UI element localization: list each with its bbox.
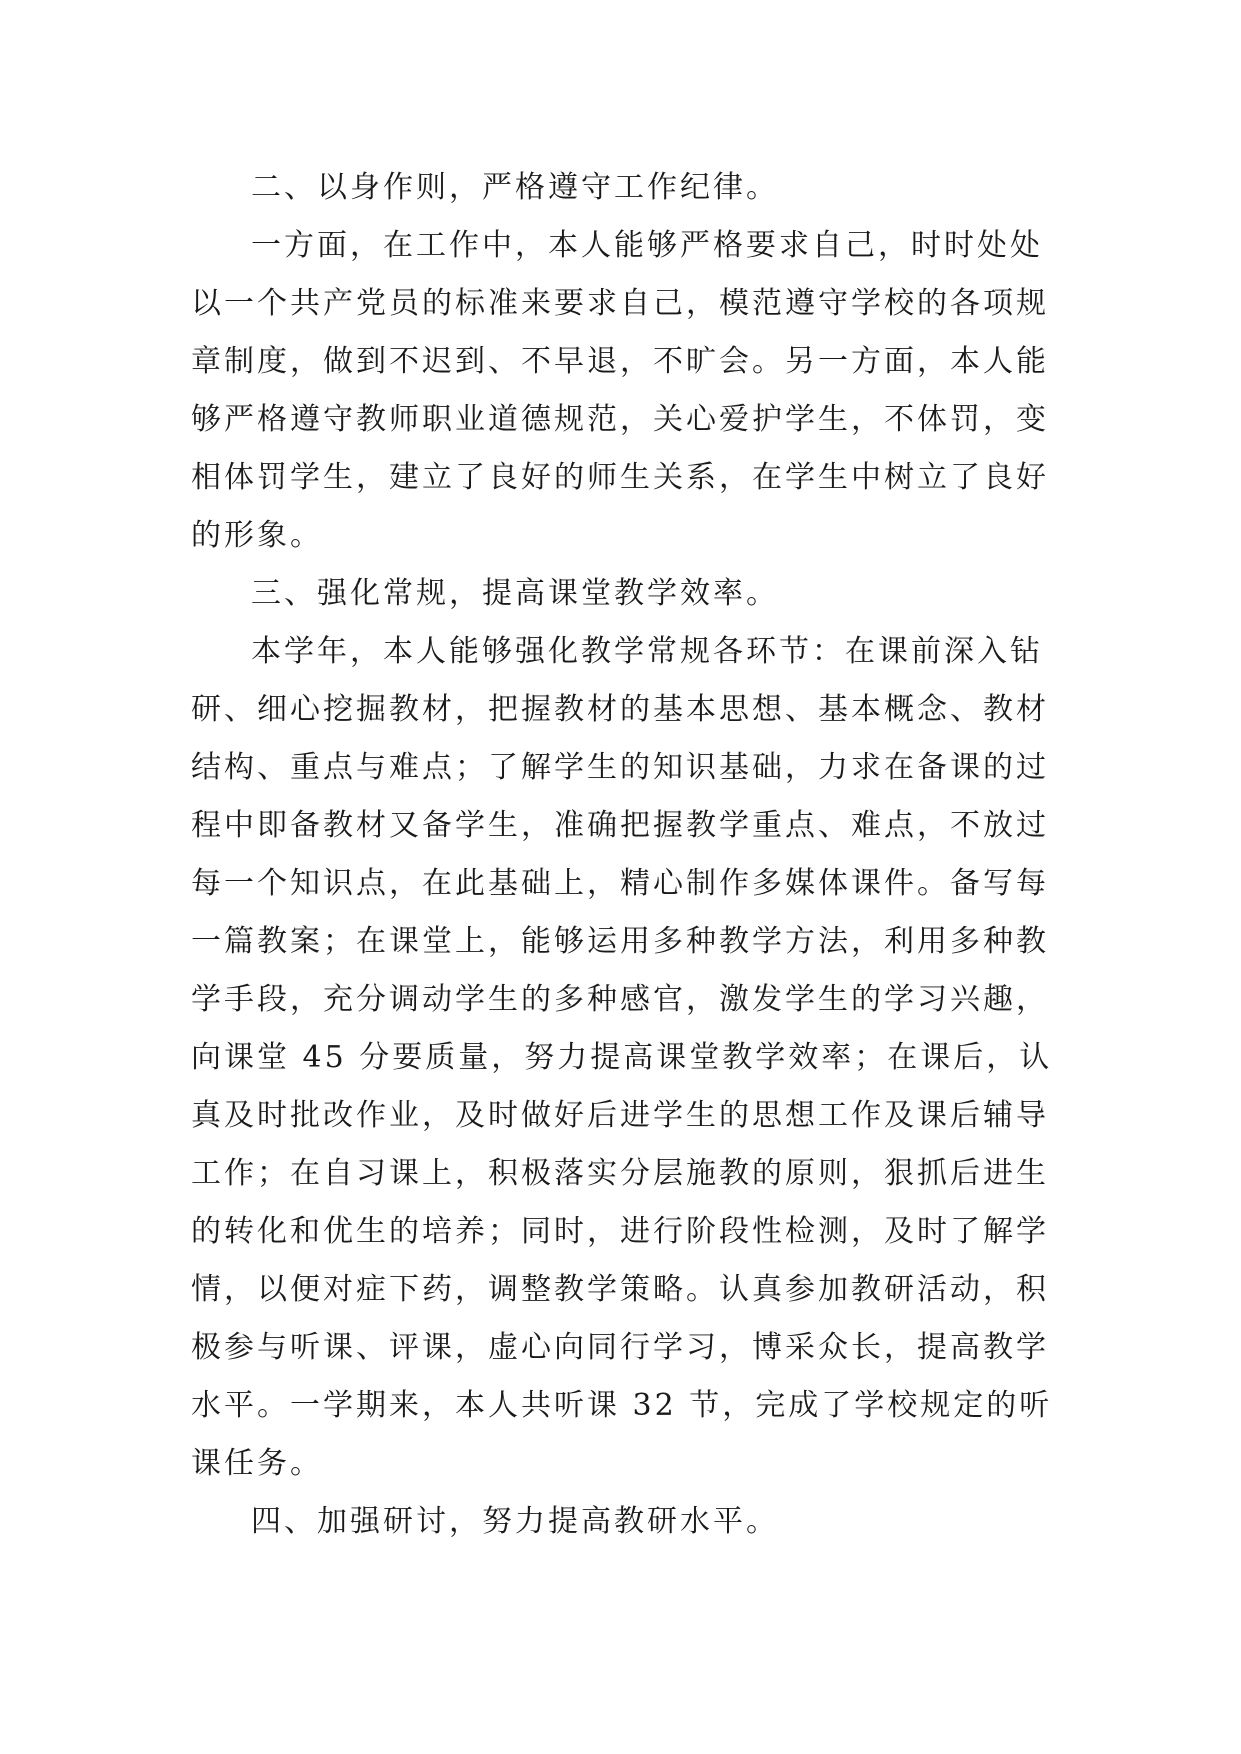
paragraph-line: 真及时批改作业，及时做好后进学生的思想工作及课后辅导: [191, 1098, 1049, 1133]
paragraph-line: 研、细心挖掘教材，把握教材的基本思想、基本概念、教材: [191, 692, 1049, 727]
paragraph-line: 够严格遵守教师职业道德规范，关心爱护学生，不体罚，变: [191, 402, 1049, 437]
section-heading-2: 二、以身作则，严格遵守工作纪律。: [251, 170, 779, 205]
paragraph-line: 的形象。: [191, 518, 323, 553]
paragraph-line: 一方面，在工作中，本人能够严格要求自己，时时处处: [251, 228, 1043, 263]
paragraph-line: 水平。一学期来，本人共听课 32 节，完成了学校规定的听: [191, 1388, 1053, 1423]
paragraph-line: 向课堂 45 分要质量，努力提高课堂教学效率；在课后，认: [191, 1040, 1053, 1075]
paragraph-line: 工作；在自习课上，积极落实分层施教的原则，狠抓后进生: [191, 1156, 1049, 1191]
paragraph-line: 课任务。: [191, 1446, 323, 1481]
paragraph-line: 每一个知识点，在此基础上，精心制作多媒体课件。备写每: [191, 866, 1049, 901]
paragraph-line: 结构、重点与难点；了解学生的知识基础，力求在备课的过: [191, 750, 1049, 785]
paragraph-line: 程中即备教材又备学生，准确把握教学重点、难点，不放过: [191, 808, 1049, 843]
paragraph-line: 情，以便对症下药，调整教学策略。认真参加教研活动，积: [191, 1272, 1049, 1307]
section-heading-4: 四、加强研讨，努力提高教研水平。: [251, 1504, 779, 1539]
paragraph-line: 的转化和优生的培养；同时，进行阶段性检测，及时了解学: [191, 1214, 1049, 1249]
paragraph-line: 以一个共产党员的标准来要求自己，模范遵守学校的各项规: [191, 286, 1049, 321]
paragraph-line: 一篇教案；在课堂上，能够运用多种教学方法，利用多种教: [191, 924, 1049, 959]
paragraph-line: 学手段，充分调动学生的多种感官，激发学生的学习兴趣，: [191, 982, 1049, 1017]
paragraph-line: 极参与听课、评课，虚心向同行学习，博采众长，提高教学: [191, 1330, 1049, 1365]
paragraph-line: 章制度，做到不迟到、不早退，不旷会。另一方面，本人能: [191, 344, 1049, 379]
paragraph-line: 本学年，本人能够强化教学常规各环节：在课前深入钻: [251, 634, 1043, 669]
paragraph-line: 相体罚学生，建立了良好的师生关系，在学生中树立了良好: [191, 460, 1049, 495]
section-heading-3: 三、强化常规，提高课堂教学效率。: [251, 576, 779, 611]
